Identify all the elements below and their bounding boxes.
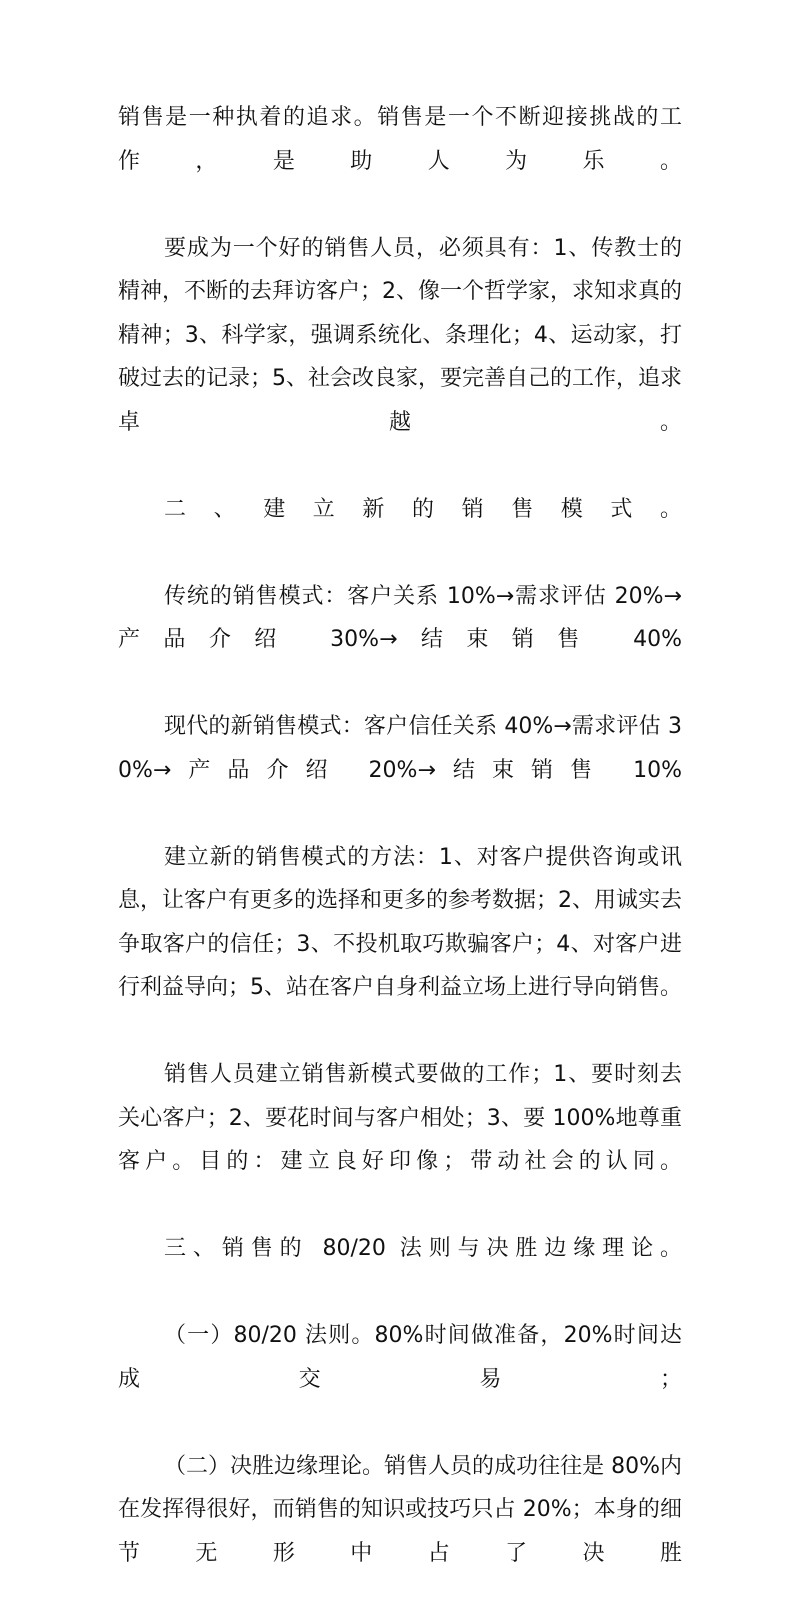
paragraph-traditional-sales-model: 传统的销售模式：客户关系 10%→需求评估 20%→产品介绍 30%→结束销售 40% — [118, 583, 682, 652]
paragraph-new-model-methods: 建立新的销售模式的方法：1、对客户提供咨询或讯息，让客户有更多的选择和更多的参考数据；2、用诚实去争取客户的信任；3、不投机取巧欺骗客户；4、对客户进行利益导向；5、站在客户自身利益立场上进行导向销售。 — [118, 844, 682, 1000]
paragraph-salesperson-tasks: 销售人员建立销售新模式要做的工作；1、要时刻去关心客户；2、要花时间与客户相处；3、要 100%地尊重客户。目的：建立良好印像；带动社会的认同。 — [118, 1062, 682, 1174]
document-text-body — [118, 96, 682, 1619]
paragraph-intro: 销售是一种执着的追求。销售是一个不断迎接挑战的工作，是助人为乐。 — [118, 105, 682, 174]
paragraph-winning-edge-theory: （二）决胜边缘理论。销售人员的成功往往是 80%内在发挥得很好，而销售的知识或技巧只占 20%；本身的细节无形中占了决胜 — [118, 1453, 682, 1566]
paragraph-8020-rule: （一）80/20 法则。80%时间做准备，20%时间达成交易； — [118, 1323, 682, 1392]
heading-section-two: 二、建立新的销售模式。 — [164, 496, 682, 522]
paragraph-salesperson-qualities: 要成为一个好的销售人员，必须具有：1、传教士的精神，不断的去拜访客户；2、像一个哲学家，求知求真的精神；3、科学家，强调系统化、条理化；4、运动家，打破过去的记录；5、社会改良家，要完善自己的工作，追求卓越。 — [118, 235, 682, 435]
paragraph-modern-sales-model: 现代的新销售模式：客户信任关系 40%→需求评估 30%→产品介绍 20%→结束销售 10% — [118, 714, 682, 783]
heading-section-three: 三、销售的 80/20 法则与决胜边缘理论。 — [164, 1236, 682, 1261]
